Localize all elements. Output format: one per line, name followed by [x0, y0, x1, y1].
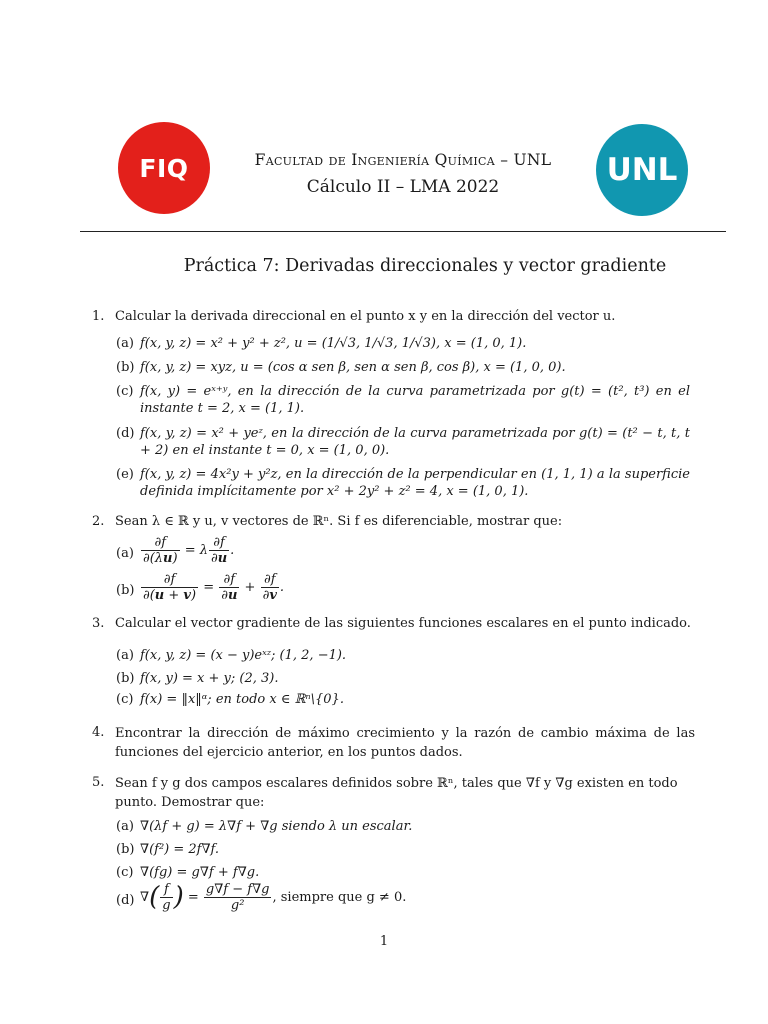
- exercise-number: 4.: [92, 725, 105, 740]
- item-text: ∇(f²) = 2f∇f.: [140, 842, 220, 857]
- course-name: Cálculo II – LMA 2022: [306, 177, 500, 197]
- item-text: f(x, y, z) = (x − y)eˣᶻ; (1, 2, −1).: [140, 648, 347, 663]
- item-label: (b): [116, 583, 135, 598]
- faculty-name: Facultad de Ingeniería Química – UNL: [254, 151, 552, 169]
- exercise-text: Encontrar la dirección de máximo crecimiento y la razón de cambio máxima de las funciones del ejercicio anterior, en los puntos dados.: [115, 726, 695, 760]
- item-label: (b): [116, 671, 135, 686]
- item-text: ∇(λf + g) = λ∇f + ∇g siendo λ un escalar.: [140, 819, 413, 834]
- item-label: (b): [116, 842, 135, 857]
- unl-logo-text: UNL: [606, 152, 678, 188]
- formula-5d: ∇( $\frac{f}{g}$ ) = $\frac{g\nabla f - f\nabla g}{\text{g²}}$ , siempre que g ≠ 0.: [140, 882, 407, 913]
- exercise-number: 3.: [92, 616, 105, 631]
- exercise-text: Calcular el vector gradiente de las siguientes funciones escalares en el punto indicado.: [115, 616, 691, 631]
- formula-2b: $\frac{\partial f}{\partial(u + v)}$ = $\frac{\partial f}{\partial u}$ + $\frac{\partial f}{\partial v}$ .: [143, 572, 285, 603]
- item-label: (d): [116, 893, 135, 908]
- item-label: (a): [116, 336, 134, 351]
- item-text: f(x, y, z) = x² + y² + z², u = (1/√3, 1/√3, 1/√3), x = (1, 0, 1).: [140, 336, 527, 351]
- item-label: (c): [116, 865, 134, 880]
- item-label: (c): [116, 692, 134, 707]
- item-label: (c): [116, 384, 134, 399]
- exercise-number: 1.: [92, 309, 105, 324]
- page-title: Práctica 7: Derivadas direccionales y vector gradiente: [183, 256, 667, 276]
- item-label: (a): [116, 819, 134, 834]
- page-number: 1: [379, 934, 389, 949]
- unl-logo: [596, 124, 688, 216]
- item-label: (b): [116, 360, 135, 375]
- item-text: f(x) = ‖x‖ᵅ; en todo x ∈ ℝⁿ\{0}.: [140, 692, 344, 707]
- item-text: f(x, y, z) = 4x²y + y²z, en la dirección de la perpendicular en (1, 1, 1) a la superficie definida implícitamente por x² + 2y² + z² = 4, x = (1, 0, 1).: [140, 467, 690, 499]
- item-label: (d): [116, 426, 135, 441]
- item-text: f(x, y) = x + y; (2, 3).: [140, 671, 279, 686]
- item-label: (a): [116, 648, 134, 663]
- item-label: (e): [116, 467, 134, 482]
- item-label: (a): [116, 546, 134, 561]
- exercise-number: 2.: [92, 514, 105, 529]
- item-text: f(x, y, z) = x² + yeᶻ, en la dirección de la curva parametrizada por g(t) = (t² − t, t, t + 2) en el instante t = 0, x = (1, 0, 0).: [140, 426, 690, 458]
- exercise-number: 5.: [92, 775, 105, 790]
- exercise-text: Sean f y g dos campos escalares definidos sobre ℝⁿ, tales que ∇f y ∇g existen en todo punto. Demostrar que:: [115, 776, 678, 810]
- item-text: ∇(fg) = g∇f + f∇g.: [140, 865, 260, 880]
- exercise-text: Sean λ ∈ ℝ y u, v vectores de ℝⁿ. Si f es diferenciable, mostrar que:: [115, 514, 563, 529]
- fiq-logo-text: FIQ: [139, 153, 189, 183]
- fiq-logo: [118, 122, 210, 214]
- item-text: f(x, y) = eˣ⁺ʸ, en la dirección de la curva parametrizada por g(t) = (t², t³) en el instante t = 2, x = (1, 1).: [140, 384, 690, 416]
- exercise-text: Calcular la derivada direccional en el punto x y en la dirección del vector u.: [115, 309, 616, 324]
- header-divider: [80, 231, 726, 232]
- formula-2a: $\frac{\partial f}{\partial(\lambda u)}$ = λ $\frac{\partial f}{\partial u}$ .: [143, 535, 235, 566]
- item-text: , siempre que g ≠ 0.: [272, 890, 407, 905]
- item-text: f(x, y, z) = xyz, u = (cos α sen β, sen α sen β, cos β), x = (1, 0, 0).: [140, 360, 566, 375]
